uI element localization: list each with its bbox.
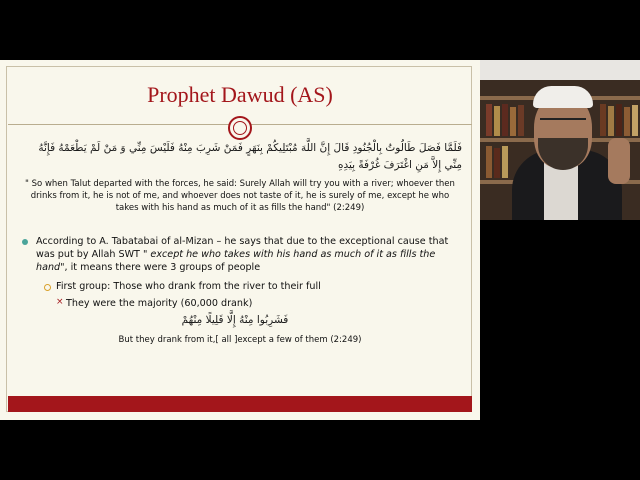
filled-circle-icon xyxy=(22,239,28,245)
book xyxy=(510,107,516,136)
bullet-quote-text: " except he who takes with his hand as much of it as fills the hand" xyxy=(36,249,436,273)
bullet-intro-text: According to A. Tabatabai of al-Mizan – he says that due to the exceptional cause that was put by Allah SWT xyxy=(36,236,449,260)
book xyxy=(624,107,630,136)
slide-title: Prophet Dawud (AS) xyxy=(147,82,333,107)
ceiling-light xyxy=(480,60,640,80)
speaker-glasses xyxy=(540,118,586,130)
book xyxy=(502,104,508,136)
sub-verse-translation: But they drank from it,[ all ]except a few of them (2:249) xyxy=(118,335,362,345)
slide-footer-bar xyxy=(8,396,472,412)
sub-sub-bullet-majority: They were the majority (60,000 drank) xyxy=(66,298,253,309)
verse-translation: " So when Talut departed with the forces, he said: Surely Allah will try you with a river; whoever then drinks from it, he is not of me, and whoever does not taste of it, he is surely of me, except he who takes with his hand as much of it as fills the hand" (2:249) xyxy=(25,179,455,213)
book xyxy=(494,148,500,178)
book xyxy=(486,146,492,178)
book xyxy=(502,146,508,178)
book xyxy=(632,105,638,136)
book xyxy=(600,104,606,136)
speaker-cap xyxy=(533,86,593,108)
speaker-video-tile[interactable] xyxy=(480,60,640,220)
speaker-hand xyxy=(608,138,630,184)
arabic-sub-verse: فَشَرِبُوا مِنْهُ إِلَّا قَلِيلًا مِنْهُمْ xyxy=(181,314,289,326)
book xyxy=(616,104,622,136)
book xyxy=(608,106,614,136)
book xyxy=(486,104,492,136)
bullet-tabatabai xyxy=(36,235,456,274)
arabic-verse: فَلَمَّا فَصَلَ طَالُوتُ بِالْجُنُودِ قَالَ إِنَّ اللَّهَ مُبْتَلِيكُمْ بِنَهَرٍ فَمَنْ شَرِبَ مِنْهُ فَلَيْسَ مِنِّي وَ مَنْ لَمْ يَطْعَمْهُ فَإِنَّهُ مِنِّي إِلاَّ مَنِ اغْتَرَفَ غُرْفَةً بِيَدِهِ xyxy=(38,142,462,171)
ring-ornament-icon xyxy=(228,116,252,140)
bullet-outro-text: , it means there were 3 groups of people xyxy=(64,262,261,273)
book xyxy=(494,106,500,136)
hollow-circle-icon xyxy=(44,284,51,291)
presentation-slide xyxy=(0,60,480,420)
book xyxy=(518,105,524,136)
sub-bullet-first-group: First group: Those who drank from the river to their full xyxy=(56,281,321,292)
cross-mark-icon: × xyxy=(56,297,64,307)
